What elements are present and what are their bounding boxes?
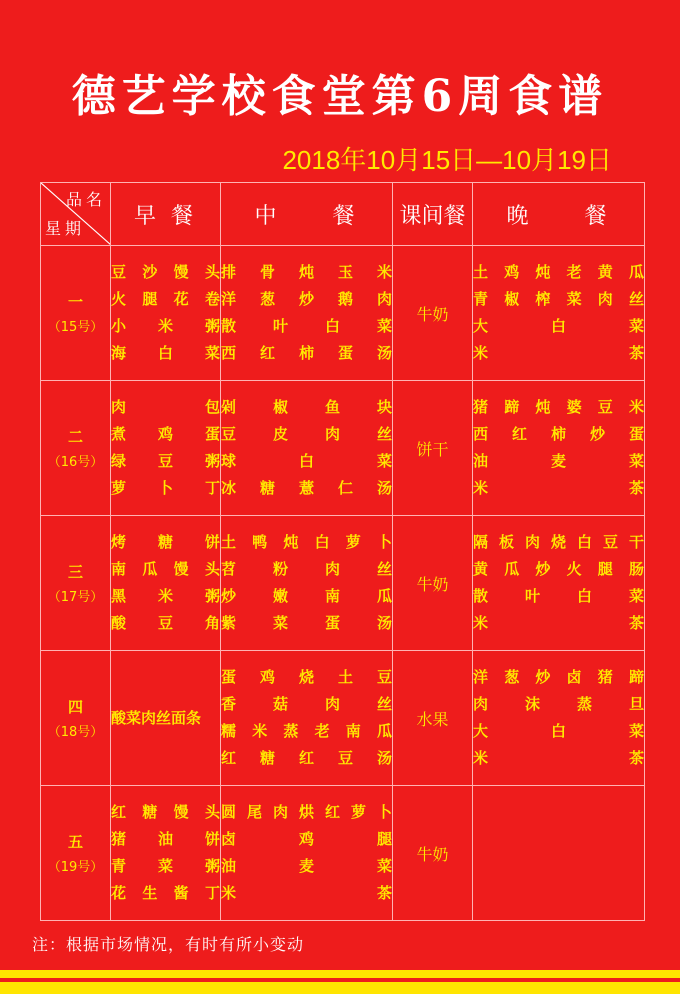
day-date: （15号） <box>47 320 104 335</box>
dish-item: 紫菜蛋汤 <box>221 614 392 632</box>
dish-item: 酸豆角 <box>111 614 220 632</box>
dish-item: 豆皮肉丝 <box>221 425 392 443</box>
menu-table <box>40 182 645 921</box>
day-cell <box>41 651 111 786</box>
dish-item: 散叶白菜 <box>221 317 392 335</box>
dish-item: 洋葱炒卤猪蹄 <box>473 668 644 686</box>
dish-item: 肉沫蒸旦 <box>473 695 644 713</box>
dish-item: 红糖红豆汤 <box>221 749 392 767</box>
day-date: （16号） <box>47 455 104 470</box>
dinner-cell <box>473 381 645 516</box>
header-breakfast: 早 餐 <box>111 183 221 246</box>
dish-item: 绿豆粥 <box>111 452 220 470</box>
dish-item: 火腿花卷 <box>111 290 220 308</box>
snack-cell: 水果 <box>393 651 473 786</box>
snack-cell: 饼干 <box>393 381 473 516</box>
dish-item: 大白菜 <box>473 317 644 335</box>
dish-item: 土鸭炖白萝卜 <box>221 533 392 551</box>
bottom-stripe-lower <box>0 982 680 994</box>
snack-cell: 牛奶 <box>393 246 473 381</box>
dish-item: 洋葱炒鹅肉 <box>221 290 392 308</box>
corner-item-label: 品名 <box>65 190 106 209</box>
day-cell <box>41 381 111 516</box>
header-dinner: 晚 餐 <box>473 183 645 246</box>
breakfast-cell <box>111 516 221 651</box>
breakfast-cell <box>111 786 221 921</box>
footnote: 注：根据市场情况，有时有所小变动 <box>32 935 305 954</box>
day-row <box>41 246 645 381</box>
corner-header-cell <box>41 183 111 246</box>
date-range: 2018年10月15日—10月19日 <box>282 145 612 175</box>
breakfast-cell <box>111 381 221 516</box>
dish-item: 散叶白菜 <box>473 587 644 605</box>
lunch-cell <box>221 246 393 381</box>
day-cell <box>41 246 111 381</box>
dish-item: 排骨炖玉米 <box>221 263 392 281</box>
day-date: （18号） <box>47 725 104 740</box>
dish-item: 西红柿蛋汤 <box>221 344 392 362</box>
dish-item: 米茶 <box>473 614 644 632</box>
snack-cell: 牛奶 <box>393 516 473 651</box>
dish-item: 黄瓜炒火腿肠 <box>473 560 644 578</box>
dish-item: 炒嫩南瓜 <box>221 587 392 605</box>
breakfast-cell <box>111 651 221 786</box>
dish-item: 红糖馒头 <box>111 803 220 821</box>
dinner-cell <box>473 651 645 786</box>
dinner-cell <box>473 786 645 921</box>
dish-item: 花生酱丁 <box>111 884 220 902</box>
day-row <box>41 651 645 786</box>
dish-item: 青椒榨菜肉丝 <box>473 290 644 308</box>
dish-item: 大白菜 <box>473 722 644 740</box>
page-title: 德艺学校食堂第6周食谱 <box>71 71 609 122</box>
dish-item: 蛋鸡烧土豆 <box>221 668 392 686</box>
day-cell <box>41 516 111 651</box>
dish-item: 米茶 <box>221 884 392 902</box>
dish-item: 萝卜丁 <box>111 479 220 497</box>
day-name: 四 <box>67 698 83 716</box>
dish-item: 肉包 <box>111 398 220 416</box>
dish-item: 猪蹄炖婆豆米 <box>473 398 644 416</box>
dish-item: 黑米粥 <box>111 587 220 605</box>
lunch-cell <box>221 786 393 921</box>
dish-item: 煮鸡蛋 <box>111 425 220 443</box>
dish-item: 糯米蒸老南瓜 <box>221 722 392 740</box>
breakfast-cell <box>111 246 221 381</box>
dish-item: 土鸡炖老黄瓜 <box>473 263 644 281</box>
dish-item: 卤鸡腿 <box>221 830 392 848</box>
dish-item: 冰糖薏仁汤 <box>221 479 392 497</box>
day-name: 二 <box>67 428 83 446</box>
dish-item: 圆尾肉烘红萝卜 <box>221 803 392 821</box>
dish-item: 米茶 <box>473 749 644 767</box>
bottom-stripe-upper <box>0 970 680 978</box>
day-row <box>41 786 645 921</box>
header-snack: 课间餐 <box>393 183 473 246</box>
day-name: 一 <box>67 293 83 311</box>
dish-item: 苕粉肉丝 <box>221 560 392 578</box>
day-date: （19号） <box>47 860 104 875</box>
dish-item: 豆沙馒头 <box>111 263 220 281</box>
dish-item: 小米粥 <box>111 317 220 335</box>
dish-item: 南瓜馒头 <box>111 560 220 578</box>
dish-item: 球白菜 <box>221 452 392 470</box>
dish-item: 青菜粥 <box>111 857 220 875</box>
dish-item: 烤糖饼 <box>111 533 220 551</box>
snack-cell: 牛奶 <box>393 786 473 921</box>
dish-item: 海白菜 <box>111 344 220 362</box>
dish-item: 油麦菜 <box>221 857 392 875</box>
day-name: 五 <box>67 833 83 851</box>
header-lunch: 中 餐 <box>221 183 393 246</box>
dish-item: 猪油饼 <box>111 830 220 848</box>
dish-item: 剁椒鱼块 <box>221 398 392 416</box>
day-row <box>41 516 645 651</box>
dish-item: 隔板肉烧白豆干 <box>473 533 644 551</box>
dish-item: 米茶 <box>473 479 644 497</box>
day-date: （17号） <box>47 590 104 605</box>
day-row <box>41 381 645 516</box>
day-cell <box>41 786 111 921</box>
dish-item: 油麦菜 <box>473 452 644 470</box>
dinner-cell <box>473 246 645 381</box>
lunch-cell <box>221 381 393 516</box>
dish-item: 酸菜肉丝面条 <box>111 708 202 727</box>
dish-item: 米茶 <box>473 344 644 362</box>
corner-day-label: 星期 <box>45 219 86 238</box>
day-name: 三 <box>67 563 83 581</box>
lunch-cell <box>221 516 393 651</box>
dish-item: 西红柿炒蛋 <box>473 425 644 443</box>
dinner-cell <box>473 516 645 651</box>
dish-item: 香菇肉丝 <box>221 695 392 713</box>
lunch-cell <box>221 651 393 786</box>
